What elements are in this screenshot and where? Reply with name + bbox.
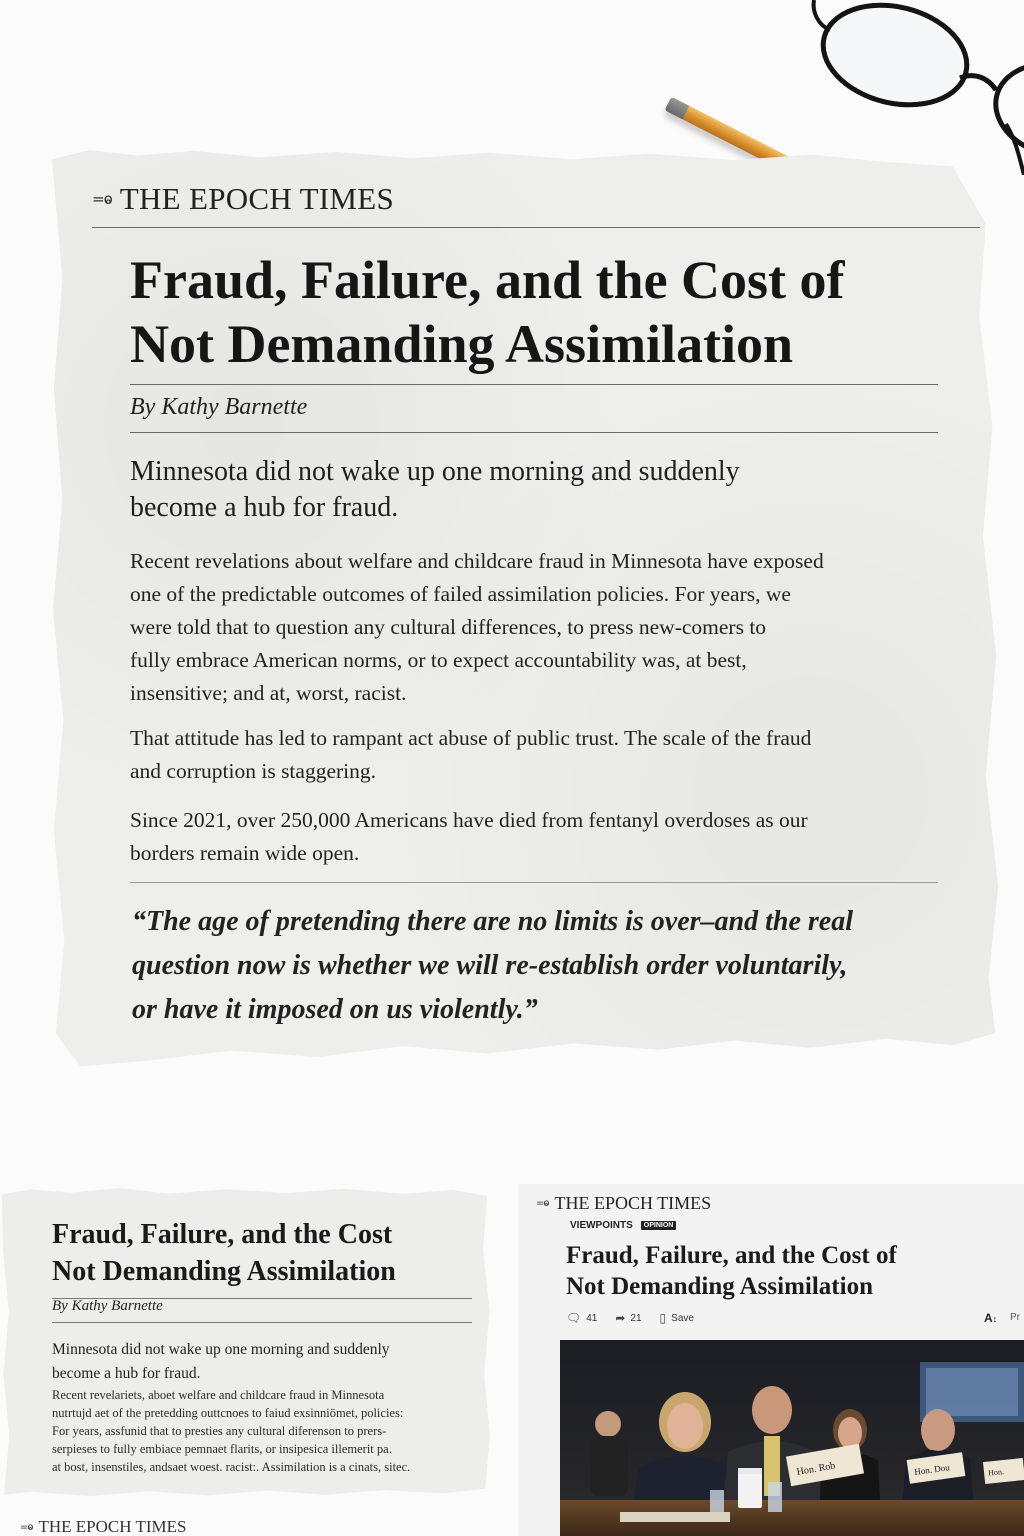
- lede: [130, 454, 930, 526]
- bookmark-icon: ▯: [659, 1311, 667, 1325]
- footer-masthead: [20, 1517, 186, 1536]
- headline-line: Not Demanding Assimilation: [566, 1273, 873, 1300]
- epoch-times-logo-icon: =ⱺ: [92, 190, 112, 208]
- nameplate-label: Hon.: [987, 1467, 1005, 1478]
- body-line: serpieses to fully embiace pemnaet flarits, or insipesica illemerit pa.: [52, 1442, 392, 1456]
- share-icon: ➦: [615, 1311, 626, 1325]
- shares-count: 21: [630, 1312, 642, 1324]
- body-line: That attitude has led to rampant act abuse of public trust. The scale of the fraud: [130, 726, 812, 750]
- font-size-label: A: [984, 1311, 993, 1325]
- body-line: were told that to question any cultural differences, to press new-comers to: [130, 615, 767, 639]
- body-line: Recent revelariets, aboet welfare and childcare fraud in Minnesota: [52, 1388, 385, 1402]
- body-line: For years, assfunid that to presties any cultural diferenson to prers-: [52, 1424, 387, 1438]
- quote-rule: [130, 882, 938, 883]
- article-actions: [566, 1311, 694, 1325]
- save-button[interactable]: [660, 1311, 694, 1325]
- footer-masthead-title: THE EPOCH TIMES: [38, 1517, 187, 1536]
- article-category[interactable]: [570, 1220, 676, 1231]
- body-line: and corruption is staggering.: [130, 759, 377, 783]
- quote-line: question now is whether we will re-establish order voluntarily,: [132, 950, 848, 981]
- comments-count: 41: [586, 1312, 598, 1324]
- opinion-tag: OPINION: [641, 1221, 677, 1230]
- headline-line: Not Demanding Assimilation: [130, 314, 794, 374]
- comments-button[interactable]: [566, 1311, 597, 1325]
- masthead-title: THE EPOCH TIMES: [119, 181, 395, 216]
- masthead-rule: [92, 227, 980, 228]
- lede-line: become a hub for fraud.: [130, 492, 399, 523]
- quote-line: or have it imposed on us violently.”: [132, 994, 538, 1025]
- epoch-times-logo-icon: =ⱺ: [536, 1198, 549, 1209]
- body-line: borders remain wide open.: [130, 841, 360, 865]
- headline-rule: [130, 384, 938, 385]
- headline-line: Fraud, Failure, and the Cost: [52, 1219, 393, 1250]
- nameplate-label: Hon. Rob: [795, 1460, 837, 1478]
- lede-line: Minnesota did not wake up one morning and suddenly: [130, 456, 740, 487]
- headline-line: Not Demanding Assimilation: [52, 1256, 396, 1287]
- byline: By Kathy Barnette: [130, 394, 308, 420]
- body-line: Since 2021, over 250,000 Americans have died from fentanyl overdoses as our: [130, 808, 808, 832]
- body-line: fully embrace American norms, or to expect accountability was, at best,: [130, 648, 747, 672]
- body-line: at bost, insenstiles, andsaet woest. racist:. Assimilation is a cinats, sitec.: [52, 1460, 411, 1474]
- article-masthead: [536, 1193, 711, 1214]
- article-headline: [566, 1240, 1006, 1302]
- lede-line: become a hub for fraud.: [52, 1365, 201, 1382]
- headline: [130, 248, 940, 376]
- save-label: Save: [671, 1312, 694, 1324]
- print-button[interactable]: Pr: [1010, 1312, 1020, 1323]
- small-byline: By Kathy Barnette: [52, 1298, 163, 1314]
- eyeglasses-icon: [810, 0, 1024, 175]
- small-lede: [52, 1338, 472, 1386]
- headline-line: Fraud, Failure, and the Cost of: [130, 250, 845, 310]
- pull-quote: [132, 900, 932, 1032]
- masthead: [92, 181, 394, 217]
- hearing-photo: [560, 1340, 1024, 1536]
- body-line: Recent revelations about welfare and childcare fraud in Minnesota have exposed: [130, 549, 824, 573]
- body-line: nutrtujd aet of the pretedding outtcnoes to faiud exsinniömet, policies:: [52, 1406, 404, 1420]
- small-body: [52, 1386, 482, 1476]
- category-label[interactable]: VIEWPOINTS: [570, 1220, 633, 1231]
- quote-line: “The age of pretending there are no limits is over–and the real: [132, 906, 853, 937]
- small-headline: [52, 1216, 472, 1290]
- body-paragraph-3: [130, 804, 930, 870]
- lede-line: Minnesota did not wake up one morning and suddenly: [52, 1341, 390, 1358]
- body-paragraph-2: [130, 722, 930, 788]
- share-button[interactable]: [615, 1311, 641, 1325]
- nameplate-label: Hon. Dou: [913, 1462, 951, 1478]
- comment-icon: 🗨: [566, 1311, 582, 1325]
- article-masthead-title: THE EPOCH TIMES: [554, 1193, 712, 1213]
- body-paragraph-1: [130, 545, 930, 710]
- font-size-button[interactable]: A↕: [984, 1311, 998, 1325]
- body-line: one of the predictable outcomes of failed assimilation policies. For years, we: [130, 582, 791, 606]
- body-line: insensitive; and at, worst, racist.: [130, 681, 407, 705]
- headline-line: Fraud, Failure, and the Cost of: [566, 1242, 897, 1269]
- byline-rule: [130, 432, 938, 433]
- epoch-times-logo-icon: =ⱺ: [20, 1521, 33, 1533]
- small-byline-rule: [52, 1322, 472, 1323]
